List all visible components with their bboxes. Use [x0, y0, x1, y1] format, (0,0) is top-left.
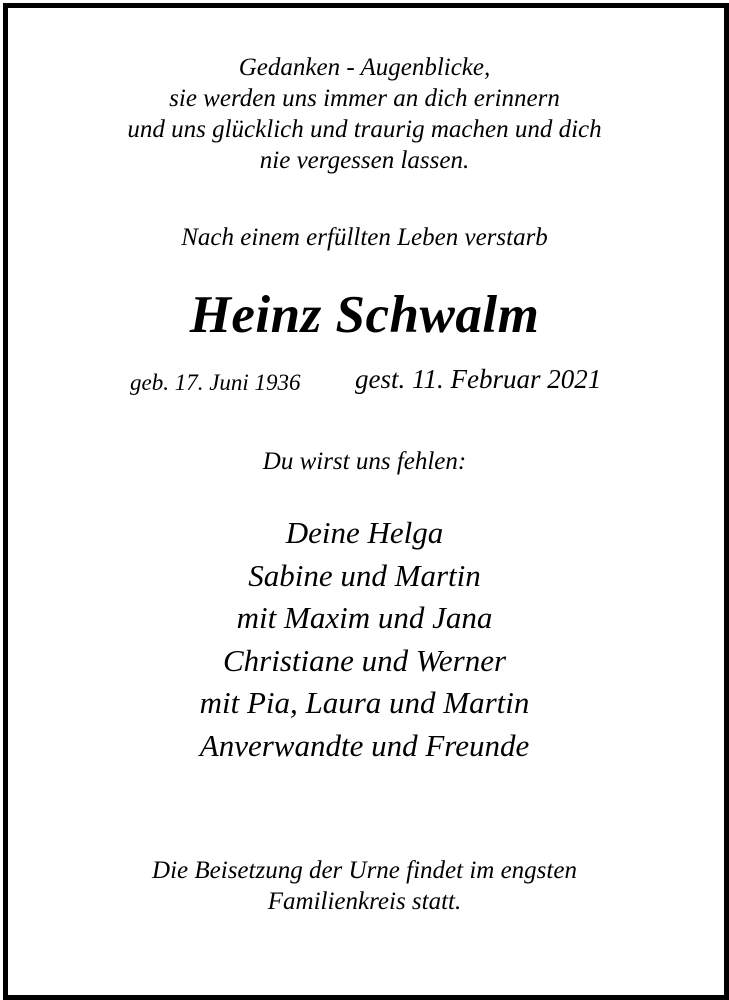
burial-line: Familienkreis statt.	[267, 888, 462, 915]
poem-line: sie werden uns immer an dich erinnern	[169, 85, 560, 112]
birth-date: geb. 17. Juni 1936	[130, 370, 301, 395]
mourner-line: Christiane und Werner	[222, 642, 507, 678]
poem-line: und uns glücklich und traurig machen und dich	[127, 116, 602, 143]
mourners-list	[0, 512, 729, 767]
burial-line: Die Beisetzung der Urne findet im engsten	[152, 857, 577, 884]
mourner-line: Anverwandte und Freunde	[199, 727, 530, 763]
deceased-name: Heinz Schwalm	[189, 286, 540, 344]
mourner-line: mit Maxim und Jana	[236, 600, 493, 635]
farewell-text: Du wirst uns fehlen:	[262, 448, 467, 475]
mourner-line: mit Pia, Laura und Martin	[199, 685, 530, 720]
burial-notice	[0, 855, 729, 917]
mourner-line: Deine Helga	[285, 515, 444, 550]
poem-line: Gedanken - Augenblicke,	[238, 54, 491, 81]
memorial-poem	[0, 52, 729, 176]
mourner-line: Sabine und Martin	[248, 557, 481, 593]
death-date: gest. 11. Februar 2021	[355, 364, 602, 394]
life-dates	[0, 364, 729, 404]
intro-text: Nach einem erfüllten Leben verstarb	[181, 224, 548, 251]
poem-line: nie vergessen lassen.	[259, 147, 470, 174]
